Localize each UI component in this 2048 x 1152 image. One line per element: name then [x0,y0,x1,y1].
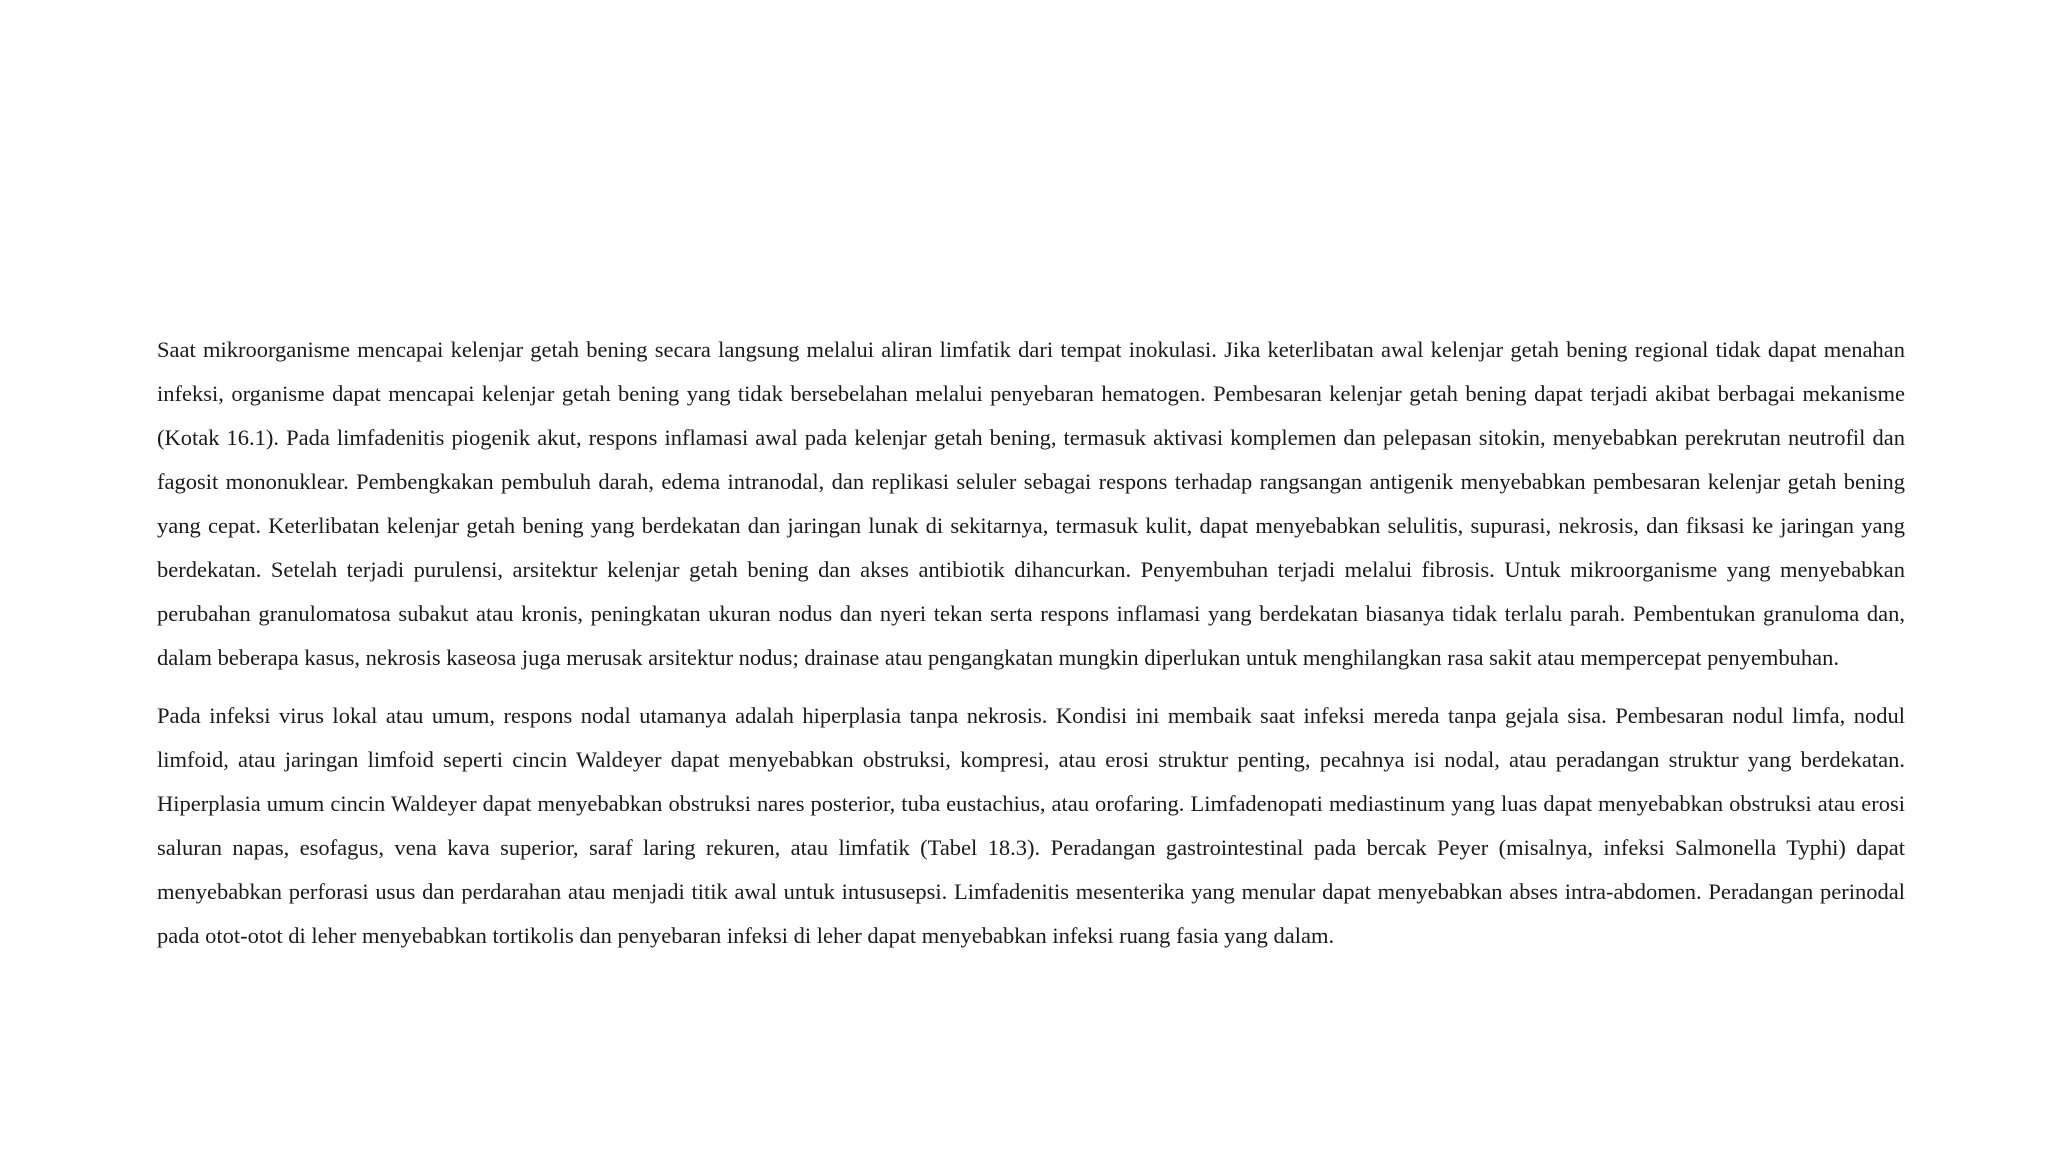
body-text [157,328,1905,972]
paragraph-2: Pada infeksi virus lokal atau umum, respons nodal utamanya adalah hiperplasia tanpa nekrosis. Kondisi ini membaik saat infeksi mereda tanpa gejala sisa. Pembesaran nodul limfa, nodul limfoid, atau jaringan limfoid seperti cincin Waldeyer dapat menyebabkan obstruksi, kompresi, atau erosi struktur penting, pecahnya isi nodal, atau peradangan struktur yang berdekatan. Hiperplasia umum cincin Waldeyer dapat menyebabkan obstruksi nares posterior, tuba eustachius, atau orofaring. Limfadenopati mediastinum yang luas dapat menyebabkan obstruksi atau erosi saluran napas, esofagus, vena kava superior, saraf laring rekuren, atau limfatik (Tabel 18.3). Peradangan gastrointestinal pada bercak Peyer (misalnya, infeksi Salmonella Typhi) dapat menyebabkan perforasi usus dan perdarahan atau menjadi titik awal untuk intususepsi. Limfadenitis mesenterika yang menular dapat menyebabkan abses intra-abdomen. Peradangan perinodal pada otot-otot di leher menyebabkan tortikolis dan penyebaran infeksi di leher dapat menyebabkan infeksi ruang fasia yang dalam. [157,703,1905,948]
paragraph-1: Saat mikroorganisme mencapai kelenjar getah bening secara langsung melalui aliran limfatik dari tempat inokulasi. Jika keterlibatan awal kelenjar getah bening regional tidak dapat menahan infeksi, organisme dapat mencapai kelenjar getah bening yang tidak bersebelahan melalui penyebaran hematogen. Pembesaran kelenjar getah bening dapat terjadi akibat berbagai mekanisme (Kotak 16.1). Pada limfadenitis piogenik akut, respons inflamasi awal pada kelenjar getah bening, termasuk aktivasi komplemen dan pelepasan sitokin, menyebabkan perekrutan neutrofil dan fagosit mononuklear. Pembengkakan pembuluh darah, edema intranodal, dan replikasi seluler sebagai respons terhadap rangsangan antigenik menyebabkan pembesaran kelenjar getah bening yang cepat. Keterlibatan kelenjar getah bening yang berdekatan dan jaringan lunak di sekitarnya, termasuk kulit, dapat menyebabkan selulitis, supurasi, nekrosis, dan fiksasi ke jaringan yang berdekatan. Setelah terjadi purulensi, arsitektur kelenjar getah bening dan akses antibiotik dihancurkan. Penyembuhan terjadi melalui fibrosis. Untuk mikroorganisme yang menyebabkan perubahan granulomatosa subakut atau kronis, peningkatan ukuran nodus dan nyeri tekan serta respons inflamasi yang berdekatan biasanya tidak terlalu parah. Pembentukan granuloma dan, dalam beberapa kasus, nekrosis kaseosa juga merusak arsitektur nodus; drainase atau pengangkatan mungkin diperlukan untuk menghilangkan rasa sakit atau mempercepat penyembuhan. [157,337,1905,670]
